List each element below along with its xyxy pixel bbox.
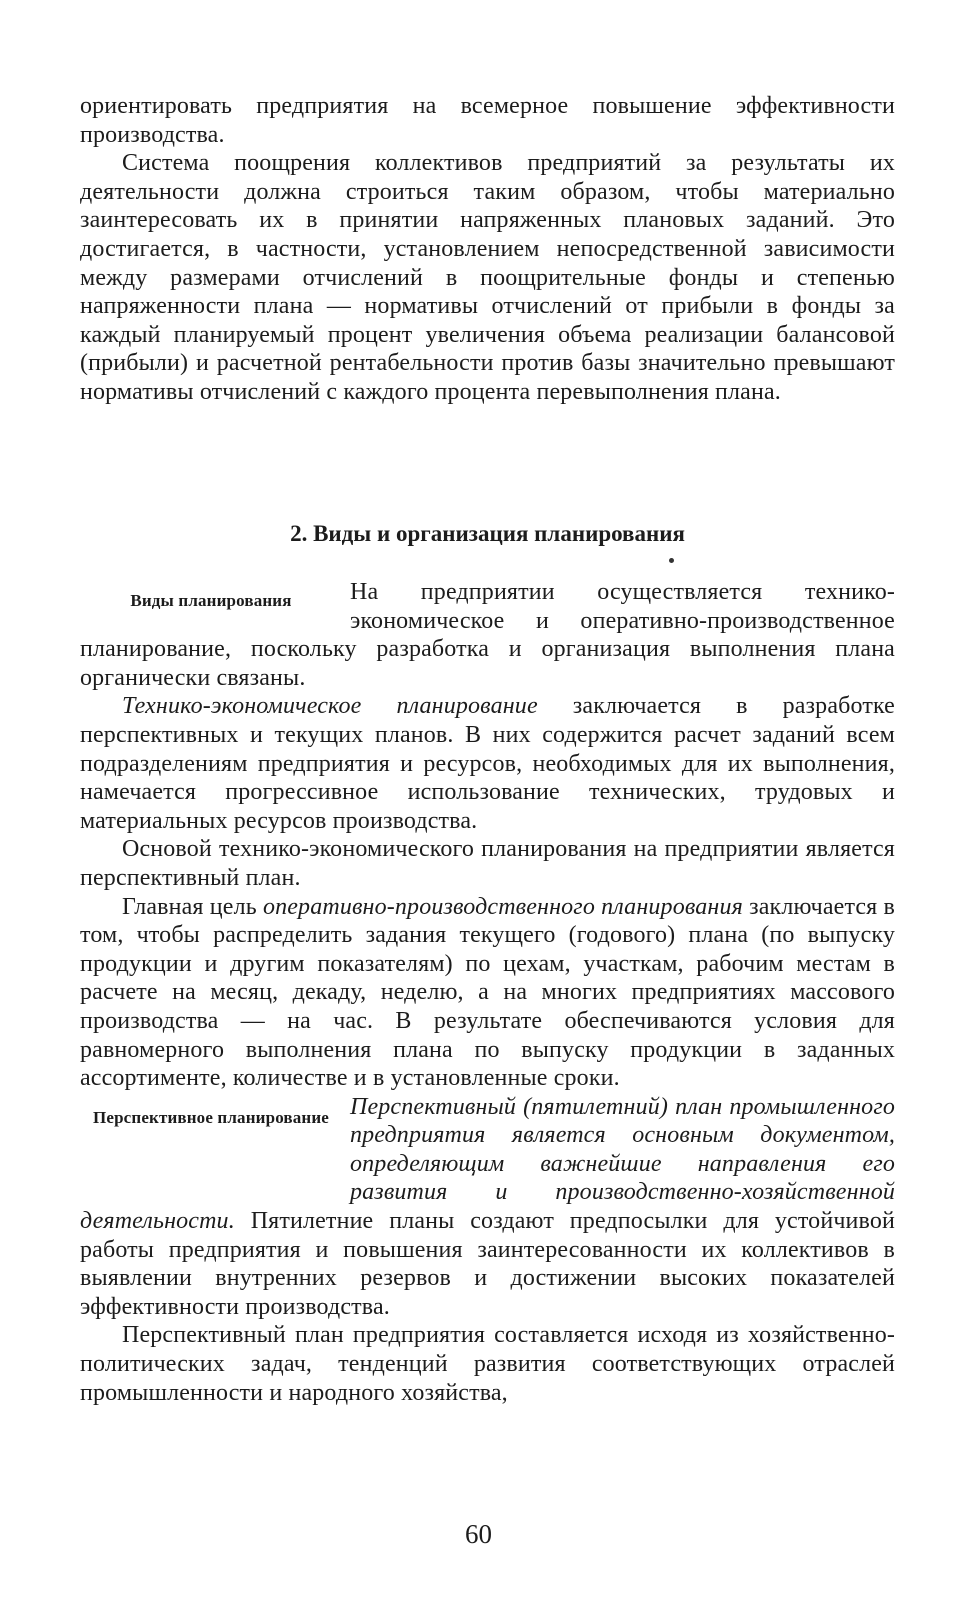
paragraph: Основой технико-экономического планирования на предприятии является перспективный план. — [80, 836, 895, 891]
paragraph: Система поощрения коллективов предприятий за результаты их деятельности должна строиться таким образом, чтобы материально заинтересовать их в принятии напряженных плановых заданий. Это достигается, в частности, установлением непосредственной зависимости между размерами отчислений в поощрительные фонды и степенью напряженности плана — нормативы отчислений от прибыли в фонды за каждый планируемый процент увеличения объема реализации балансовой (прибыли) и расчетной рентабельности против базы значительно превышают нормативы отчислений с каждого процента перевыполнения плана. — [80, 150, 895, 405]
paragraph: На предприятии осуществляется технико-экономическое и оперативно-производственное планирование, поскольку разработка и организация выполнения плана органически связаны. — [80, 579, 895, 691]
text-block-top — [80, 92, 895, 407]
section-heading: 2. Виды и организация планирования — [290, 521, 685, 546]
paragraph: Перспективный (пятилетний) план промышленного предприятия является основным документом, определяющим важнейшие направления его развития и производственно-хозяйственной деятельности. Пятилетние планы создают предпосылки для устойчивой работы предприятия и повышения заинтересованности их коллективов в выявлении внутренних резервов и достижении высоких показателей эффективности производства. — [80, 1093, 895, 1320]
text-block-main — [80, 578, 895, 1407]
margin-heading-perspective: Перспективное планирование — [93, 1107, 329, 1127]
term-emphasis: Перспективный (пятилетний) план промышленного предприятия является основным документом, определяющим важнейшие направления его развития и производственно-хозяйственной деятельности. — [80, 1093, 895, 1235]
paragraph: Главная цель оперативно-производственного планирования заключается в том, чтобы распределить задания текущего (годового) плана (по выпуску продукции и другим показателям) по цехам, участкам, рабочим местам в расчете на месяц, декаду, неделю, а на многих предприятиях массового производства — на час. В результате обеспечиваются условия для равномерного выполнения плана по выпуску продукции в заданных ассортименте, количестве и в установленные сроки. — [80, 893, 895, 1092]
speck-mark — [669, 558, 674, 563]
paragraph: Перспективный план предприятия составляется исходя из хозяйственно-политических задач, тенденций развития соответствующих отраслей промышленности и народного хозяйства, — [80, 1322, 895, 1406]
paragraph: Технико-экономическое планирование заключается в разработке перспективных и текущих планов. В них содержится расчет заданий всем подразделениям предприятия и ресурсов, необходимых для их выполнения, намечается прогрессивное использование технических, трудовых и материальных ресурсов производства. — [80, 693, 895, 834]
term-emphasis: Технико-экономическое планирование — [122, 693, 538, 720]
paragraph: ориентировать предприятия на всемерное повышение эффективности производства. — [80, 93, 895, 148]
margin-heading-types: Виды планирования — [130, 591, 292, 610]
page-number: 60 — [465, 1519, 492, 1549]
term-emphasis: оперативно-производственного планирования — [262, 893, 743, 920]
